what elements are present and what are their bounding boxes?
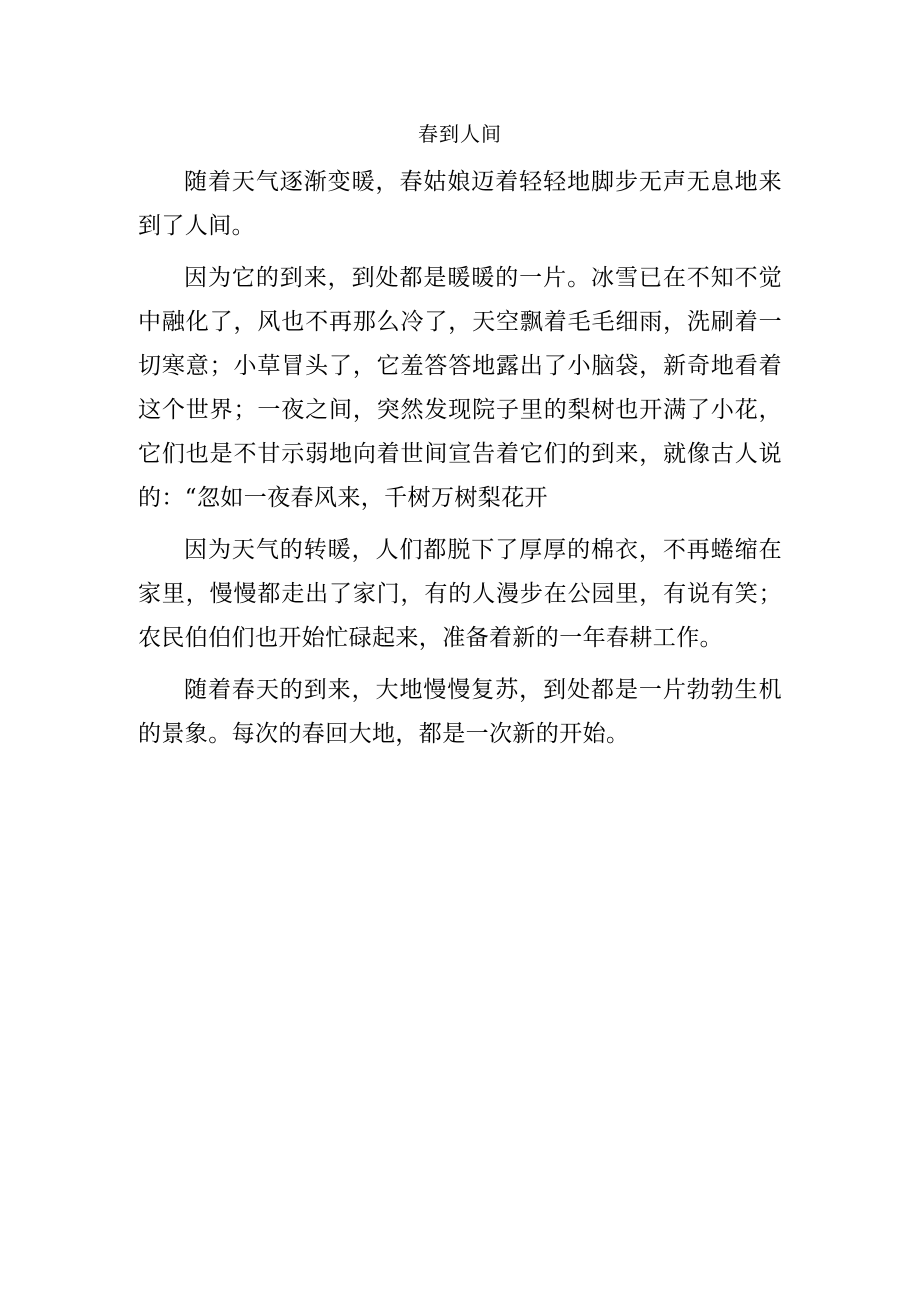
- paragraph-1: 随着天气逐渐变暖，春姑娘迈着轻轻地脚步无声无息地来到了人间。: [138, 169, 782, 239]
- document-title: 春到人间: [418, 122, 502, 146]
- paragraph-2: 因为它的到来，到处都是暖暖的一片。冰雪已在不知不觉中融化了，风也不再那么冷了，天空飘着毛毛细雨，洗刷着一切寒意；小草冒头了，它羞答答地露出了小脑袋，新奇地看着这个世界；一夜之间，突然发现院子里的梨树也开满了小花，它们也是不甘示弱地向着世间宣告着它们的到来，就像古人说的：“忽如一夜春风来，千树万树梨花开: [138, 265, 782, 511]
- paragraph-3: 因为天气的转暖，人们都脱下了厚厚的棉衣，不再蜷缩在家里，慢慢都走出了家门，有的人漫步在公园里，有说有笑；农民伯伯们也开始忙碌起来，准备着新的一年春耕工作。: [138, 537, 782, 651]
- document-body: [138, 160, 782, 764]
- paragraph-4: 随着春天的到来，大地慢慢复苏，到处都是一片勃勃生机的景象。每次的春回大地，都是一次新的开始。: [138, 677, 782, 747]
